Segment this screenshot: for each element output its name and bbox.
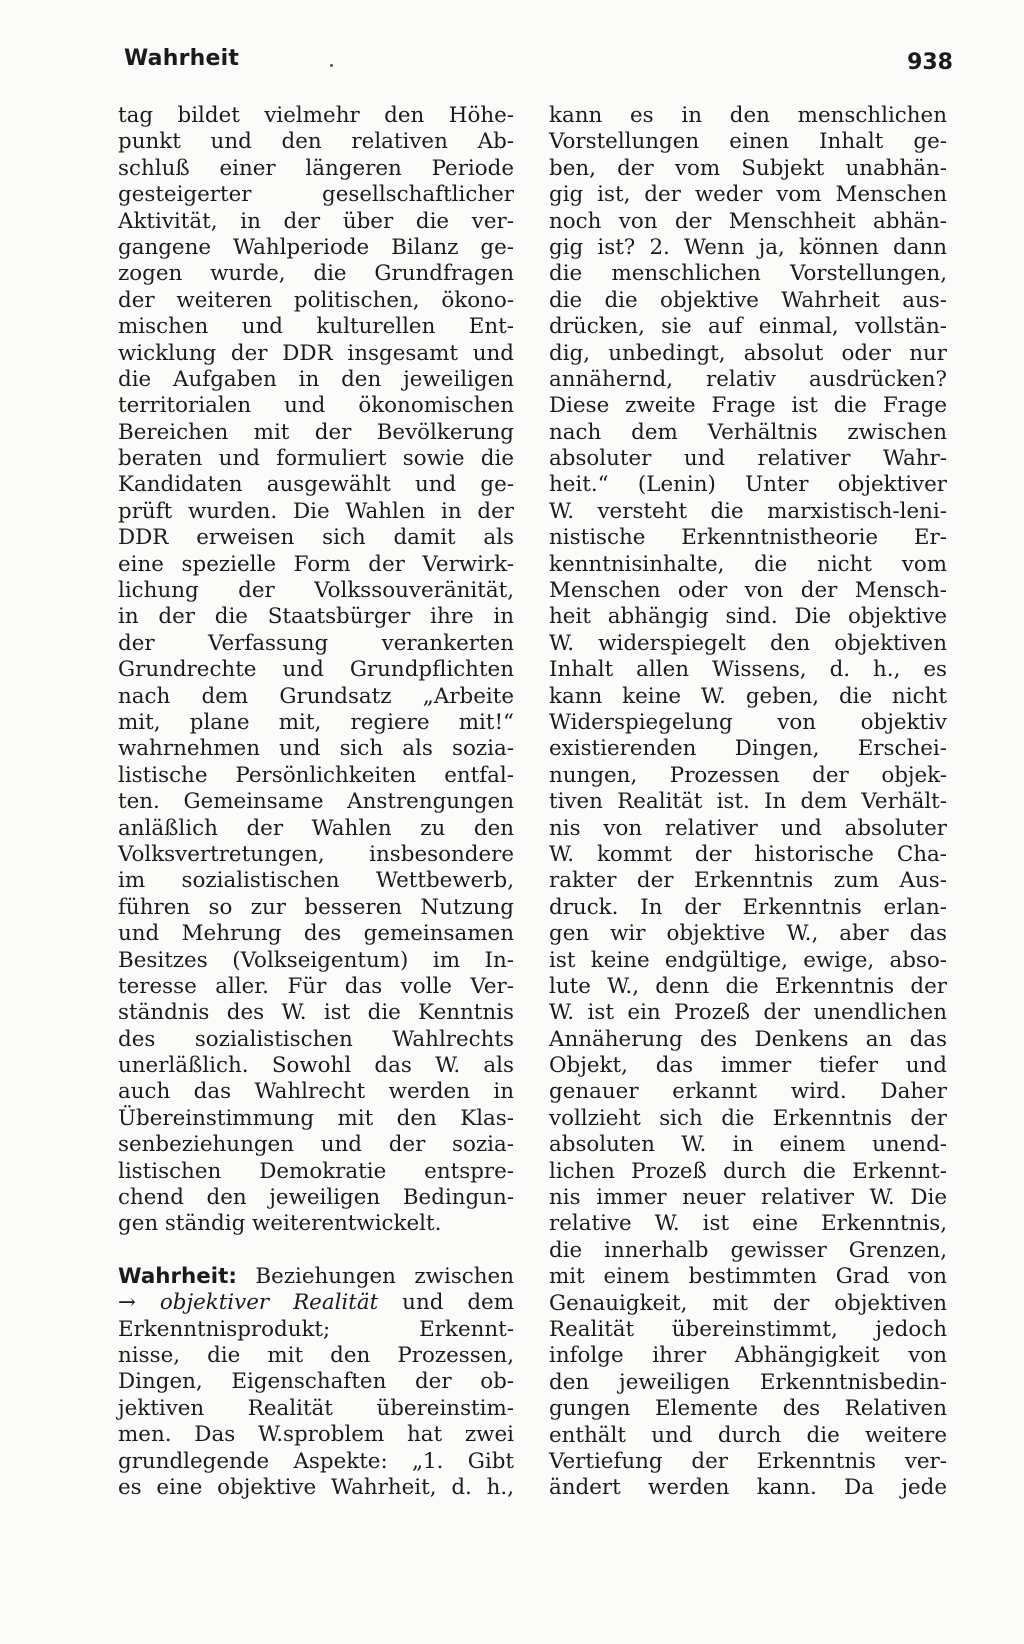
text-line: ändert werden kann. Da jede — [549, 1475, 947, 1501]
text-line: anläßlich der Wahlen zu den — [118, 815, 514, 841]
text-line: Bereichen mit der Bevölkerung — [118, 419, 514, 445]
text-line: Kandidaten ausgewählt und ge- — [118, 472, 514, 498]
text-line: genauer erkannt wird. Daher — [549, 1079, 947, 1105]
text-line: absoluter und relativer Wahr- — [549, 446, 947, 472]
text-line: gen ständig weiterentwickelt. — [118, 1211, 442, 1237]
text-line: Aktivität, in der über die ver- — [118, 208, 514, 234]
text-line: kann es in den menschlichen — [549, 103, 947, 128]
text-line: der weiteren politischen, ökono- — [118, 287, 514, 313]
text-line: gangene Wahlperiode Bilanz ge- — [118, 234, 514, 260]
text-line: eine spezielle Form der Verwirk- — [118, 551, 514, 577]
text-line: die die objektive Wahrheit aus- — [549, 287, 947, 313]
right-column — [549, 103, 947, 1502]
text-line: annähernd, relativ ausdrücken? — [549, 366, 947, 392]
entry-body-text — [118, 1317, 514, 1502]
text-line: DDR erweisen sich damit als — [118, 525, 514, 551]
text-line: kenntnisinhalte, die nicht vom — [549, 551, 947, 577]
text-line: und Mehrung des gemeinsamen — [118, 921, 514, 947]
text-line: auch das Wahlrecht werden in — [118, 1079, 514, 1105]
entry-first-line-text: Beziehungen zwischen — [236, 1263, 514, 1289]
left-column-text — [118, 103, 514, 1238]
text-line: gig ist, der weder vom Menschen — [549, 182, 947, 208]
text-line: ist keine endgültige, ewige, abso- — [549, 947, 947, 973]
text-line: ben, der vom Subjekt unabhän- — [549, 155, 947, 181]
text-line: heit.“ (Lenin) Unter objektiver — [549, 472, 947, 498]
text-line: nungen, Prozessen der objek- — [549, 762, 947, 788]
text-line: Vertiefung der Erkenntnis ver- — [549, 1448, 947, 1474]
text-line: noch von der Menschheit abhän- — [549, 208, 947, 234]
text-line: gungen Elemente des Relativen — [549, 1396, 947, 1422]
text-line: Realität übereinstimmt, jedoch — [549, 1316, 947, 1342]
text-line: der Verfassung verankerten — [118, 630, 514, 656]
entry-second-line — [118, 1290, 514, 1316]
text-line: vollzieht sich die Erkenntnis der — [549, 1105, 947, 1131]
text-line: W. widerspiegelt den objektiven — [549, 630, 947, 656]
text-line: Annäherung des Denkens an das — [549, 1026, 947, 1052]
text-line: druck. In der Erkenntnis erlan- — [549, 894, 947, 920]
cross-reference-arrow: → — [118, 1290, 136, 1316]
text-line: des sozialistischen Wahlrechts — [118, 1026, 514, 1052]
text-line: ten. Gemeinsame Anstrengungen — [118, 789, 514, 815]
page-number: 938 — [907, 50, 953, 75]
text-line: die Aufgaben in den jeweiligen — [118, 366, 514, 392]
text-line: wahrnehmen und sich als sozia- — [118, 736, 514, 762]
text-line: Diese zweite Frage ist die Frage — [549, 393, 947, 419]
text-line: enthält und durch die weitere — [549, 1422, 947, 1448]
text-line: gesteigerter gesellschaftlicher — [118, 182, 514, 208]
text-line: existierenden Dingen, Erschei- — [549, 736, 947, 762]
text-line: nistische Erkenntnistheorie Er- — [549, 525, 947, 551]
text-line: listische Persönlichkeiten entfal- — [118, 762, 514, 788]
text-line: die innerhalb gewisser Grenzen, — [549, 1237, 947, 1263]
text-line: Vorstellungen einen Inhalt ge- — [549, 129, 947, 155]
text-line: men. Das W.sproblem hat zwei — [118, 1422, 514, 1448]
text-line: Besitzes (Volkseigentum) im In- — [118, 947, 514, 973]
text-line: ständnis des W. ist die Kenntnis — [118, 1000, 514, 1026]
left-column — [118, 103, 514, 1501]
text-line: grundlegende Aspekte: „1. Gibt — [118, 1448, 514, 1474]
text-line: mit einem bestimmten Grad von — [549, 1264, 947, 1290]
text-line: dig, unbedingt, absolut oder nur — [549, 340, 947, 366]
text-line: W. ist ein Prozeß der unendlichen — [549, 1000, 947, 1026]
text-line: Übereinstimmung mit den Klas- — [118, 1105, 514, 1131]
text-line: drücken, sie auf einmal, vollstän- — [549, 314, 947, 340]
text-line: chend den jeweiligen Bedingun- — [118, 1185, 514, 1211]
text-line: prüft wurden. Die Wahlen in der — [118, 498, 514, 524]
text-line: Genauigkeit, mit der objektiven — [549, 1290, 947, 1316]
text-line: schluß einer längeren Periode — [118, 155, 514, 181]
text-line: absoluten W. in einem unend- — [549, 1132, 947, 1158]
running-head-keyword: Wahrheit — [124, 46, 240, 71]
text-line: die menschlichen Vorstellungen, — [549, 261, 947, 287]
text-line: lichung der Volkssouveränität, — [118, 578, 514, 604]
text-line: nach dem Grundsatz „Arbeite — [118, 683, 514, 709]
text-line: nisse, die mit den Prozessen, — [118, 1342, 514, 1368]
text-line: Dingen, Eigenschaften der ob- — [118, 1369, 514, 1395]
text-line: relative W. ist eine Erkenntnis, — [549, 1211, 947, 1237]
entry-gap — [118, 1238, 514, 1264]
text-line: Erkenntnisprodukt; Erkennt- — [118, 1316, 514, 1342]
text-line: im sozialistischen Wettbewerb, — [118, 868, 514, 894]
entry-keyword: Wahrheit: — [118, 1263, 237, 1289]
text-line: lute W., denn die Erkenntnis der — [549, 973, 947, 999]
entry-second-line-text: und dem — [378, 1290, 514, 1316]
text-line: beraten und formuliert sowie die — [118, 446, 514, 472]
entry-first-line — [118, 1264, 514, 1290]
text-line: es eine objektive Wahrheit, d. h., — [118, 1474, 514, 1500]
text-line: gen wir objektive W., aber das — [549, 921, 947, 947]
text-line: rakter der Erkenntnis zum Aus- — [549, 868, 947, 894]
text-line: zogen wurde, die Grundfragen — [118, 261, 514, 287]
text-line: Menschen oder von der Mensch- — [549, 578, 947, 604]
text-line: führen so zur besseren Nutzung — [118, 894, 514, 920]
cross-reference-link: objektiver Realität — [135, 1290, 379, 1316]
text-line: wicklung der DDR insgesamt und — [118, 340, 514, 366]
right-column-text — [549, 103, 947, 1502]
text-line: tag bildet vielmehr den Höhe- — [118, 103, 514, 128]
text-line: senbeziehungen und der sozia- — [118, 1132, 514, 1158]
text-line: Widerspiegelung von objektiv — [549, 709, 947, 735]
text-line: lichen Prozeß durch die Erkennt- — [549, 1158, 947, 1184]
text-line: mischen und kulturellen Ent- — [118, 314, 514, 340]
text-line: nach dem Verhältnis zwischen — [549, 419, 947, 445]
text-line: Objekt, das immer tiefer und — [549, 1053, 947, 1079]
text-line: W. versteht die marxistisch-leni- — [549, 498, 947, 524]
text-line: infolge ihrer Abhängigkeit von — [549, 1343, 947, 1369]
text-line: listischen Demokratie entspre- — [118, 1158, 514, 1184]
text-line: Inhalt allen Wissens, d. h., es — [549, 657, 947, 683]
header-dot-mark — [330, 64, 333, 67]
text-line: nis von relativer und absoluter — [549, 815, 947, 841]
text-line: territorialen und ökonomischen — [118, 393, 514, 419]
text-line: Volksvertretungen, insbesondere — [118, 841, 514, 867]
text-line: punkt und den relativen Ab- — [118, 129, 514, 155]
text-line: den jeweiligen Erkenntnisbedin- — [549, 1369, 947, 1395]
text-line: heit abhängig sind. Die objektive — [549, 604, 947, 630]
text-line: W. kommt der historische Cha- — [549, 841, 947, 867]
text-line: kann keine W. geben, die nicht — [549, 683, 947, 709]
text-line: unerläßlich. Sowohl das W. als — [118, 1053, 514, 1079]
entry-wahrheit — [118, 1264, 514, 1502]
text-line: jektiven Realität übereinstim- — [118, 1395, 514, 1421]
text-line: teresse aller. Für das volle Ver- — [118, 973, 514, 999]
text-line: nis immer neuer relativer W. Die — [549, 1185, 947, 1211]
text-line: gig ist? 2. Wenn ja, können dann — [549, 234, 947, 260]
text-line: in der die Staatsbürger ihre in — [118, 604, 514, 630]
text-line: mit, plane mit, regiere mit!“ — [118, 709, 514, 735]
text-line: Grundrechte und Grundpflichten — [118, 657, 514, 683]
text-line: tiven Realität ist. In dem Verhält- — [549, 789, 947, 815]
